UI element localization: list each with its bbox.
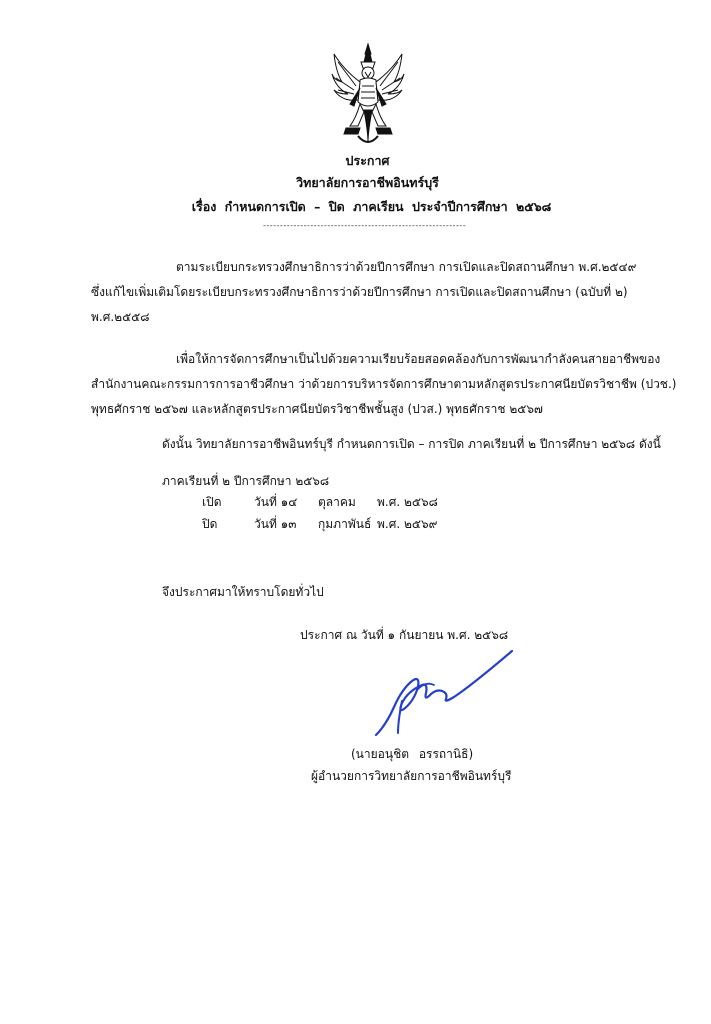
paragraph-1-line-2: ซึ่งแก้ไขเพิ่มเติมโดยระเบียบกระทรวงศึกษาธิการว่าด้วยปีการศึกษา การเปิดและปิดสถานศึกษา (ฉบับที่ ๒) [91,285,628,299]
paragraph-1-line-1: ตามระเบียบกระทรวงศึกษาธิการว่าด้วยปีการศึกษา การเปิดและปิดสถานศึกษา พ.ศ.๒๕๔๙ [176,260,637,274]
paragraph-2-line-1: เพื่อให้การจัดการศึกษาเป็นไปด้วยความเรียบร้อยสอดคล้องกับการพัฒนากำลังคนสายอาชีพของ [176,352,661,366]
signer-name: (นายอนุชิต อรรถานิธิ) [351,747,474,761]
garuda-emblem-icon [330,42,406,150]
schedule-year: พ.ศ. ๒๕๖๙ [377,517,438,531]
closing-notice: จึงประกาศมาให้ทราบโดยทั่วไป [162,585,324,599]
paragraph-3: ดังนั้น วิทยาลัยการอาชีพอินทร์บุรี กำหนดการเปิด – การปิด ภาคเรียนที่ ๒ ปีการศึกษา ๒๕๖๘ ดังนี้ [162,437,661,451]
announcement-date: ประกาศ ณ วันที่ ๑ กันยายน พ.ศ. ๒๕๖๘ [300,628,509,642]
institution-name: วิทยาลัยการอาชีพอินทร์บุรี [296,175,439,190]
schedule-year: พ.ศ. ๒๕๖๘ [377,495,438,509]
paragraph-2-line-3: พุทธศักราช ๒๕๖๗ และหลักสูตรประกาศนียบัตรวิชาชีพชั้นสูง (ปวส.) พุทธศักราช ๒๕๖๗ [91,402,543,416]
paragraph-1-line-3: พ.ศ.๒๕๕๘ [91,310,150,324]
signer-title: ผู้อำนวยการวิทยาลัยการอาชีพอินทร์บุรี [311,769,512,783]
separator-line: ------------------------------------------------------------ [263,221,467,230]
schedule-day: วันที่ ๑๔ [254,495,298,509]
schedule-month: ตุลาคม [318,495,356,509]
schedule-type: ปิด [202,517,218,531]
subject-line: เรื่อง กำหนดการเปิด – ปิด ภาคเรียน ประจำปีการศึกษา ๒๕๖๘ [191,199,552,214]
schedule-type: เปิด [202,495,222,509]
schedule-day: วันที่ ๑๓ [254,517,297,531]
paragraph-2-line-2: สำนักงานคณะกรรมการการอาชีวศึกษา ว่าด้วยการบริหารจัดการศึกษาตามหลักสูตรประกาศนียบัตรวิชาชีพ (ปวช.) [91,377,677,391]
announcement-label: ประกาศ [345,153,390,168]
handwritten-signature [368,645,516,741]
semester-heading: ภาคเรียนที่ ๒ ปีการศึกษา ๒๕๖๘ [162,474,330,488]
schedule-month: กุมภาพันธ์ [318,517,372,531]
